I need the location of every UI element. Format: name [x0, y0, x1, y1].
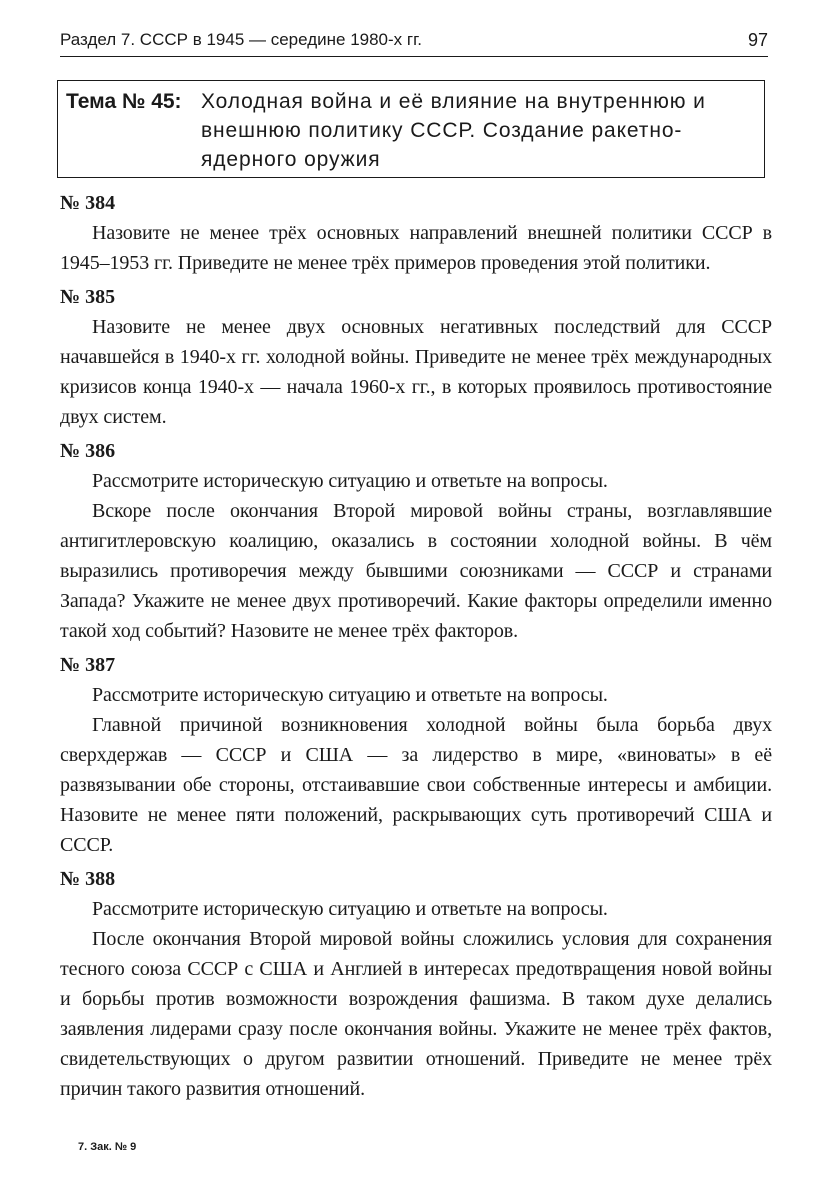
task-384 — [60, 188, 772, 278]
task-instruction: Рассмотрите историческую ситуацию и ответьте на вопросы. — [92, 898, 608, 920]
task-number: № 386 — [60, 440, 116, 462]
task-text: Главной причиной возникновения холодной войны была борьба двух сверхдержав — СССР и США — за лидерство в мире, «виноваты» в её развязывании обе стороны, отстаивавшие свои собственные интересы и амбиции. Назовите не менее пяти положений, раскрывающих суть противоречий США и СССР. — [60, 714, 772, 856]
task-388 — [60, 864, 772, 1104]
task-387 — [60, 650, 772, 860]
running-head — [60, 28, 768, 57]
task-text: Вскоре после окончания Второй мировой войны страны, возглавлявшие антигитлеровскую коалицию, оказались в состоянии холодной войны. В чём выразились противоречия между бывшими союзниками — СССР и странами Запада? Укажите не менее двух противоречий. Какие факторы определили именно такой ход событий? Назовите не менее трёх факторов. — [60, 500, 772, 642]
task-number: № 387 — [60, 654, 116, 676]
task-instruction: Рассмотрите историческую ситуацию и ответьте на вопросы. — [92, 470, 608, 492]
topic-label: Тема № 45: — [66, 90, 182, 113]
task-text: Назовите не менее трёх основных направлений внешней политики СССР в 1945–1953 гг. Приведите не менее трёх примеров проведения этой политики. — [60, 222, 772, 274]
topic-box — [57, 80, 765, 178]
task-number: № 385 — [60, 286, 116, 308]
task-number: № 384 — [60, 192, 116, 214]
task-386 — [60, 436, 772, 646]
task-text: После окончания Второй мировой войны сложились условия для сохранения тесного союза СССР с США и Англией в интересах предотвращения новой войны и борьбы против возможности возрождения фашизма. В таком духе делались заявления лидерами сразу после окончания войны. Укажите не менее трёх фактов, свидетельствующих о другом развитии отношений. Приведите не менее трёх причин такого развития отношений. — [60, 928, 772, 1100]
section-title: Раздел 7. СССР в 1945 — середине 1980-х гг. — [60, 30, 422, 49]
task-instruction: Рассмотрите историческую ситуацию и ответьте на вопросы. — [92, 684, 608, 706]
task-text: Назовите не менее двух основных негативных последствий для СССР начавшейся в 1940-х гг. холодной войны. Приведите не менее трёх международных кризисов конца 1940-х — начала 1960-х гг., в которых проявилось противостояние двух систем. — [60, 316, 772, 428]
task-number: № 388 — [60, 868, 116, 890]
task-385 — [60, 282, 772, 432]
printer-signature: 7. Зак. № 9 — [78, 1141, 137, 1153]
page-number: 97 — [747, 30, 768, 50]
task-list — [60, 186, 772, 1104]
topic-title: Холодная война и её влияние на внутреннюю и внешнюю политику СССР. Создание ракетно-ядерного оружия — [201, 90, 706, 171]
